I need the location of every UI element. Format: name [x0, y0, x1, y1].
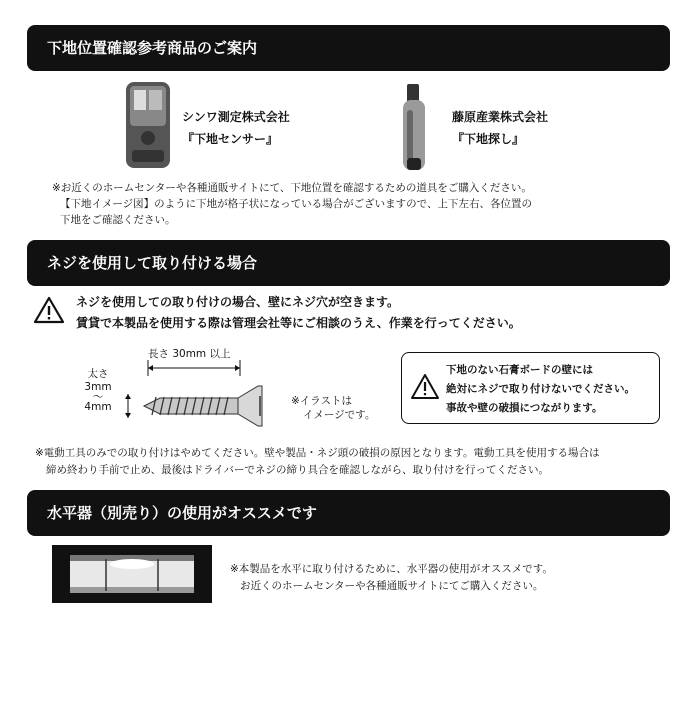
gypsum-warning-box	[401, 352, 660, 424]
needle-finder-icon	[393, 80, 435, 174]
section-header-base-products: 下地位置確認参考商品のご案内	[27, 25, 670, 71]
section-header-level: 水平器（別売り）の使用がオススメです	[27, 490, 670, 536]
warning-icon	[410, 373, 440, 401]
screw-length-label: 長さ 30mm 以上	[148, 348, 231, 360]
section2-note-line1: ※電動工具のみでの取り付けはやめてください。壁や製品・ネジ頭の破損の原因となります。電動工具を使用する場合は	[35, 447, 600, 459]
section3-note-line1: ※本製品を水平に取り付けるために、水平器の使用がオススメです。	[230, 563, 553, 575]
screw-diameter-label: 太さ 3mm ～ 4mm	[84, 368, 112, 413]
gypsum-warning-text: 下地のない石膏ボードの壁には 絶対にネジで取り付けないでください。 事故や壁の破損につながります。	[446, 364, 635, 414]
screw-warning-line1: ネジを使用しての取り付けの場合、壁にネジ穴が空きます。	[76, 295, 400, 309]
section1-note-line1: ※お近くのホームセンターや各種通販サイトにて、下地位置を確認するための道具をご購入ください。	[52, 182, 532, 194]
product2-company: 藤原産業株式会社	[452, 110, 549, 124]
wall-sensor-icon	[118, 76, 180, 172]
spirit-level-illustration	[52, 545, 212, 603]
product1-company: シンワ測定株式会社	[182, 110, 290, 124]
product1-name: 『下地センサー』	[182, 132, 279, 146]
section2-note-line2: 締め終わり手前で止め、最後はドライバーでネジの締り具合を確認しながら、取り付けを行ってください。	[46, 464, 550, 476]
screw-warning-line2: 賃貸で本製品を使用する際は管理会社等にご相談のうえ、作業を行ってください。	[76, 316, 521, 330]
section1-note-line2: 【下地イメージ図】のように下地が格子状になっている場合がございますので、上下左右、各位置の	[60, 198, 532, 210]
screw-diagram	[120, 356, 280, 428]
illustration-note: ※イラストは イメージです。	[291, 395, 376, 421]
product2-name: 『下地探し』	[452, 132, 525, 146]
section1-note-line3: 下地をご確認ください。	[60, 214, 176, 226]
warning-icon	[33, 296, 65, 324]
section3-note-line2: お近くのホームセンターや各種通販サイトにてご購入ください。	[240, 580, 544, 592]
section-header-screw-mounting: ネジを使用して取り付ける場合	[27, 240, 670, 286]
